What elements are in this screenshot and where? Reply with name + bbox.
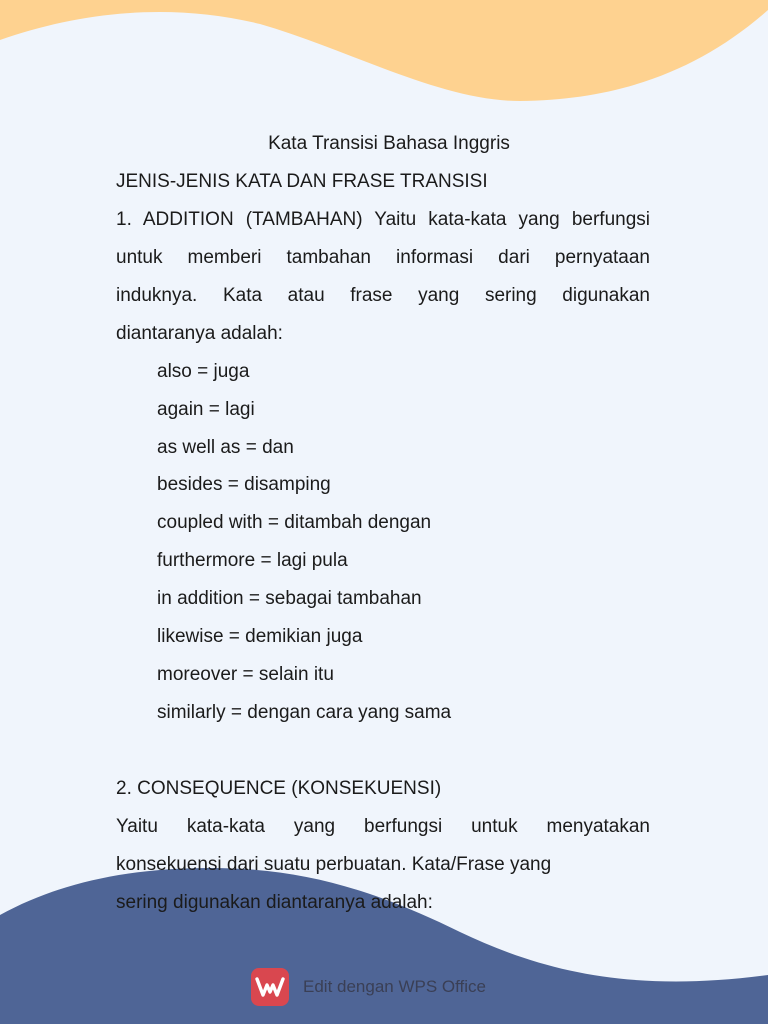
paragraph-line: Yaitu kata-kata yang berfungsi untuk menyatakan [116,816,650,837]
wps-logo-icon [251,968,289,1006]
list-item: in addition = sebagai tambahan [157,588,422,609]
list-item: likewise = demikian juga [157,626,363,647]
list-item: similarly = dengan cara yang sama [157,702,452,723]
wps-edit-label: Edit dengan WPS Office [303,977,487,996]
paragraph-line: induknya. Kata atau frase yang sering digunakan [116,285,650,306]
list-item: also = juga [157,361,250,382]
paragraph-line: 1. ADDITION (TAMBAHAN) Yaitu kata-kata yang berfungsi [116,209,650,230]
wps-edit-link[interactable] [251,968,486,1006]
list-item: again = lagi [157,399,255,420]
paragraph-line: sering digunakan diantaranya adalah: [116,892,433,913]
document-title: Kata Transisi Bahasa Inggris [268,133,510,154]
list-item: besides = disamping [157,474,331,495]
list-item: moreover = selain itu [157,664,334,685]
list-item: furthermore = lagi pula [157,550,348,571]
paragraph-line: konsekuensi dari suatu perbuatan. Kata/Frase yang [116,854,552,875]
paragraph-line: untuk memberi tambahan informasi dari pernyataan [116,247,650,268]
list-item: as well as = dan [157,437,294,458]
section-heading: 2. CONSEQUENCE (KONSEKUENSI) [116,778,442,799]
paragraph-line: diantaranya adalah: [116,323,283,344]
list-item: coupled with = ditambah dengan [157,512,432,533]
section-heading: JENIS-JENIS KATA DAN FRASE TRANSISI [116,171,488,192]
